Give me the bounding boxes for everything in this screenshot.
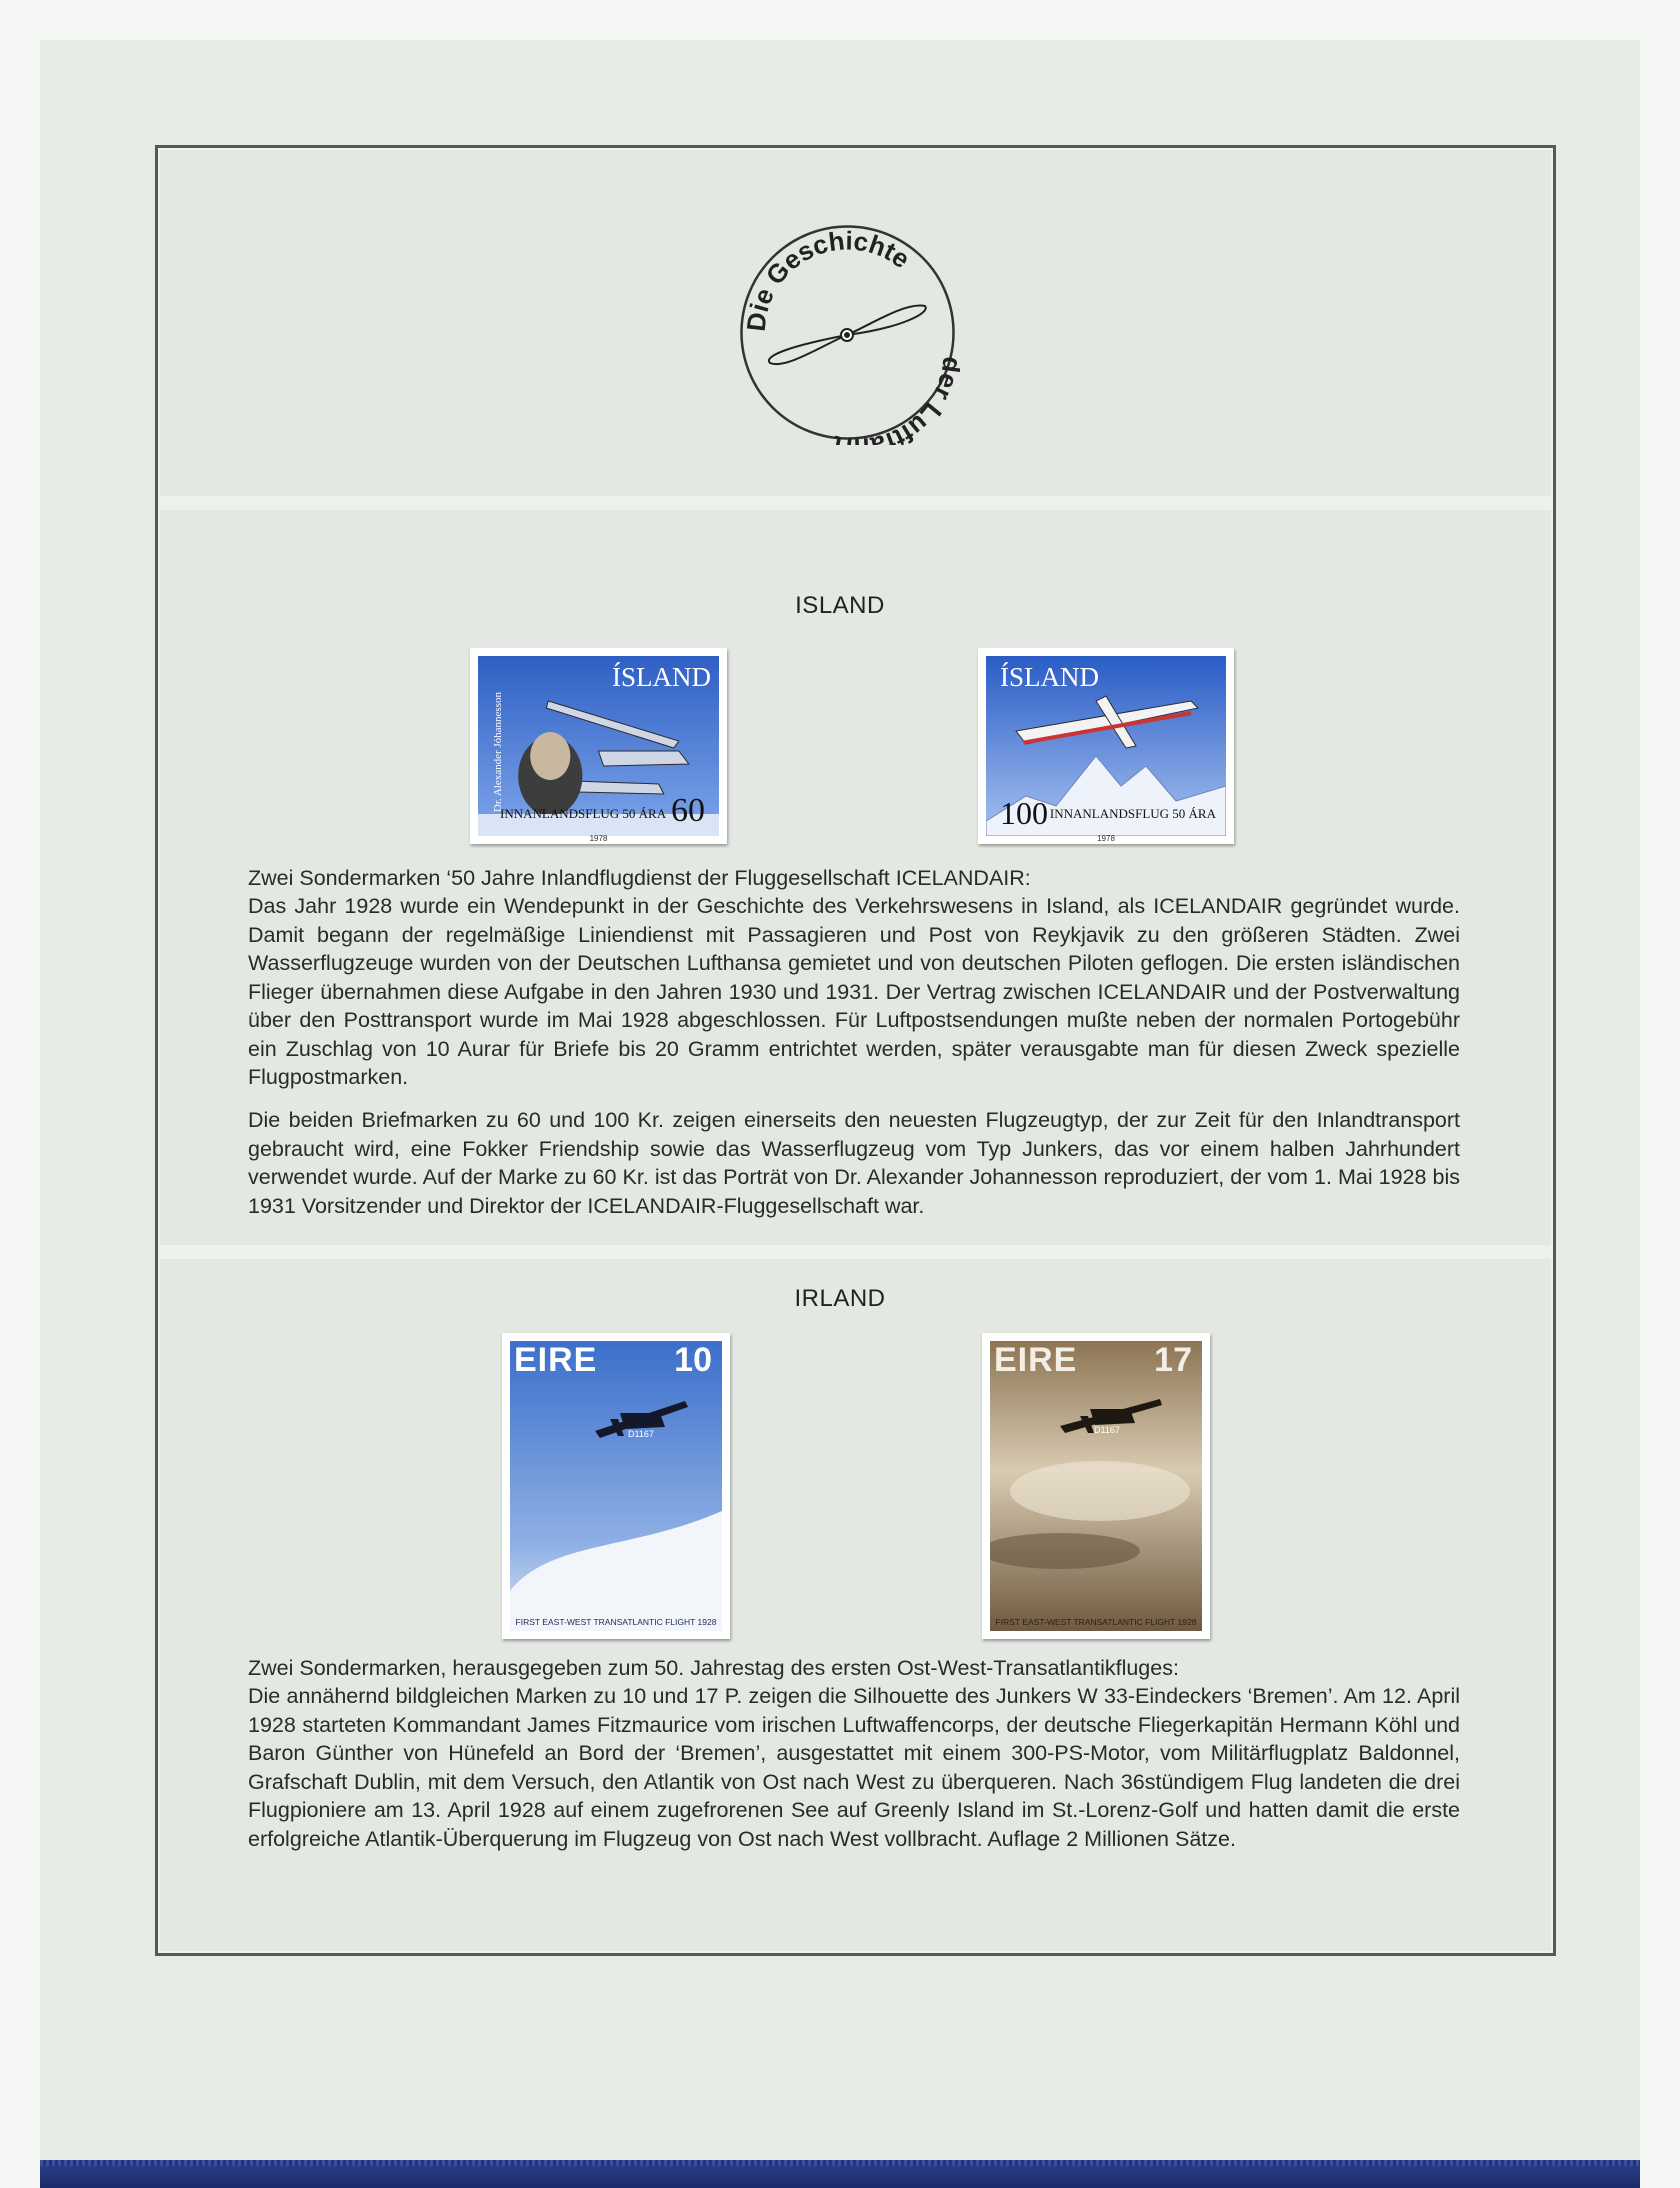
plane-mark: D1167 <box>1094 1425 1120 1435</box>
stamp-caption: INNANLANDSFLUG 50 ÁRA <box>1049 806 1216 821</box>
emblem-top-text: Die Geschichte <box>740 225 916 333</box>
stamp-caption: FIRST EAST-WEST TRANSATLANTIC FLIGHT 1928 <box>515 1617 717 1627</box>
section-heading-ireland: IRLAND <box>794 1285 886 1312</box>
ireland-paragraph: Die annähernd bildgleichen Marken zu 10 und 17 P. zeigen die Silhouette des Junkers W 33-Eindeckers ‘Bremen’. Am 12. April 1928 starteten Kommandant James Fitzmaurice vom irischen Luftwaffencorps, der deutsche Fliegerkapitän Hermann Köhl und Baron Günther von Hünefeld an Bord der ‘Bremen’, ausgestattet mit einem 300-PS-Motor, vom Militärflugplatz Baldonnel, Grafschaft Dublin, mit dem Versuch, den Atlantik von Ost nach West zu überqueren. Nach 36stündigem Flug landeten die drei Flugpioniere am 13. April 1928 auf einem zugefrorenen See auf Greenly Island im St.-Lorenz-Golf und hatten damit die erste erfolgreiche Atlantik-Überquerung im Flugzeug von Ost nach West vollbracht. Auflage 2 Millionen Sätze. <box>248 1684 1460 1851</box>
stamp-value: 10 <box>674 1341 712 1379</box>
stamp-ireland-10 <box>502 1333 730 1639</box>
stamp-year: 1978 <box>1097 834 1115 843</box>
stamp-iceland-100 <box>978 648 1234 844</box>
section-heading-island: ISLAND <box>795 592 885 619</box>
stamp-country: ÍSLAND <box>1000 662 1099 692</box>
propeller-icon <box>769 306 926 365</box>
stamp-value: 17 <box>1154 1341 1192 1379</box>
svg-text:der Luftfahrt <box>829 355 960 445</box>
album-binding-strip <box>40 2160 1640 2188</box>
stamp-caption: FIRST EAST-WEST TRANSATLANTIC FLIGHT 1928 <box>995 1617 1197 1627</box>
iceland-paragraph-2: Die beiden Briefmarken zu 60 und 100 Kr. zeigen einerseits den neuesten Flugzeugtyp, der zur Zeit für den Inlandtransport gebraucht wird, eine Fokker Friendship sowie das Wasserflugzeug vom Typ Junkers, das vor einem halben Jahrhundert verwendet wurde. Auf der Marke zu 60 Kr. ist das Porträt von Dr. Alexander Johannesson reproduziert, der vom 1. Mai 1928 bis 1931 Vorsitzender und Direktor der ICELANDAIR-Fluggesellschaft war. <box>248 1108 1460 1218</box>
stamp-iceland-60 <box>470 648 727 844</box>
stamp-country: EIRE <box>514 1341 598 1379</box>
stamp-year: 1978 <box>589 834 608 843</box>
plane-mark: D1167 <box>628 1429 654 1439</box>
stamp-value: 60 <box>671 792 705 829</box>
emblem-bottom-text: r Luftf <box>881 382 959 445</box>
divider-band <box>158 1245 1553 1259</box>
svg-text:Die Geschichte <box>741 225 916 332</box>
stamp-caption: INNANLANDSFLUG 50 ÁRA <box>500 806 667 821</box>
ireland-paragraph-title: Zwei Sondermarken, herausgegeben zum 50. Jahrestag des ersten Ost-West-Transatlantikfluges: <box>248 1656 1179 1680</box>
stamp-portrait-text: Dr. Alexander Jóhannesson <box>492 692 504 813</box>
emblem-logo <box>735 220 960 445</box>
stamp-value: 100 <box>1000 795 1048 831</box>
divider-band <box>158 496 1553 510</box>
stamp-country: EIRE <box>994 1341 1078 1379</box>
iceland-paragraph-1: Das Jahr 1928 wurde ein Wendepunkt in der Geschichte des Verkehrswesens in Island, als ICELANDAIR gegründet wurde. Damit begann der regelmäßige Liniendienst mit Passagieren und Post von Reykjavik zu den größeren Städten. Zwei Wasserflugzeuge wurden von der Deutschen Lufthansa gemietet und von deutschen Piloten geflogen. Die ersten isländischen Flieger übernahmen diese Aufgabe in den Jahren 1930 und 1931. Der Vertrag zwischen ICELANDAIR und der Postverwaltung über den Posttransport wurde im Mai 1928 abgeschlossen. Für Luftpostsendungen mußte neben der normalen Portogebühr ein Zuschlag von 10 Aurar für Briefe bis 20 Gramm entrichtet werden, später verausgabte man für diesen Zweck spezielle Flugpostmarken. <box>248 894 1460 1089</box>
iceland-paragraph-title: Zwei Sondermarken ‘50 Jahre Inlandflugdienst der Fluggesellschaft ICELANDAIR: <box>248 866 1031 890</box>
stamp-ireland-17 <box>982 1333 1210 1639</box>
stamp-country: ÍSLAND <box>612 662 711 692</box>
